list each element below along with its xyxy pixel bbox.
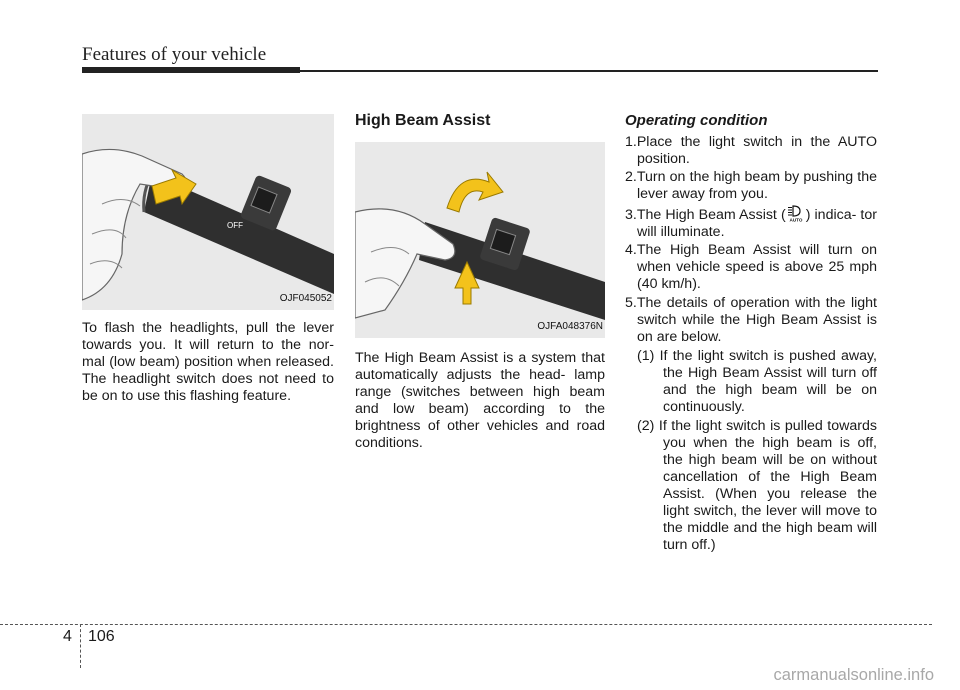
- footer-divider: [80, 624, 81, 668]
- list-item: (2) If the light switch is pulled towards you when the high beam is off, the high beam will be on without cancellation of the High Beam Assist. (When you release the light switch, the lever will move to the middle and the high beam will turn off.): [637, 417, 877, 553]
- page-header-title: Features of your vehicle: [82, 44, 267, 65]
- footer-rule: [0, 624, 932, 625]
- lever-illustration: [82, 114, 334, 310]
- sub-heading-operating-condition: Operating condition: [625, 112, 768, 129]
- header-rule: [300, 70, 878, 72]
- figure-high-beam-assist: [355, 142, 605, 338]
- list-item: 3.The High Beam Assist ( AUTO ) indica- tor will illuminate.: [625, 206, 877, 240]
- column-2: [355, 112, 605, 452]
- list-item: 2.Turn on the high beam by pushing the lever away from you.: [625, 169, 877, 203]
- lever-push-illustration: [355, 142, 605, 338]
- figure-code: OJFA048376N: [537, 321, 603, 332]
- chapter-number: 4: [63, 628, 72, 645]
- operating-steps: [625, 134, 877, 554]
- column-3: [625, 112, 877, 556]
- list-item: 4.The High Beam Assist will turn on when vehicle speed is above 25 mph (40 km/h).: [625, 242, 877, 293]
- high-beam-assist-icon: [787, 205, 805, 222]
- watermark: carmanualsonline.info: [773, 666, 934, 684]
- page-number: 106: [88, 628, 115, 645]
- column-1: [82, 114, 334, 405]
- figure-code: OJF045052: [279, 293, 332, 304]
- list-item: 1.Place the light switch in the AUTO position.: [625, 134, 877, 167]
- operating-subitems: [625, 348, 877, 554]
- off-label: OFF: [227, 221, 243, 230]
- list-item: 5.The details of operation with the light switch while the High Beam Assist is on are below. (1) If the light switch is pushed away, the High Beam Assist will turn off and the high beam will be on continuously. (2) If the light switch is pulled towards you when the high beam is off, the high beam will be on without cancellation of the High Beam Assist. (When you release the light switch, the lever will move to the middle and the high beam will turn off.): [625, 294, 877, 553]
- high-beam-paragraph: The High Beam Assist is a system that automatically adjusts the head- lamp range (switches between high beam and low beam) according to the brightness of other vehicles and road conditions.: [355, 350, 605, 451]
- list-item: (1) If the light switch is pushed away, the High Beam Assist will turn off and the high beam will be on continuously.: [637, 347, 877, 415]
- figure-flash-headlights: [82, 114, 334, 310]
- auto-icon-label: AUTO: [789, 217, 803, 222]
- section-heading-high-beam-assist: High Beam Assist: [355, 112, 491, 129]
- header-bar: [82, 67, 300, 73]
- flash-paragraph: To flash the headlights, pull the lever towards you. It will return to the nor- mal (low beam) position when released. The headlight switch does not need to be on to use this flashing feature.: [82, 320, 334, 404]
